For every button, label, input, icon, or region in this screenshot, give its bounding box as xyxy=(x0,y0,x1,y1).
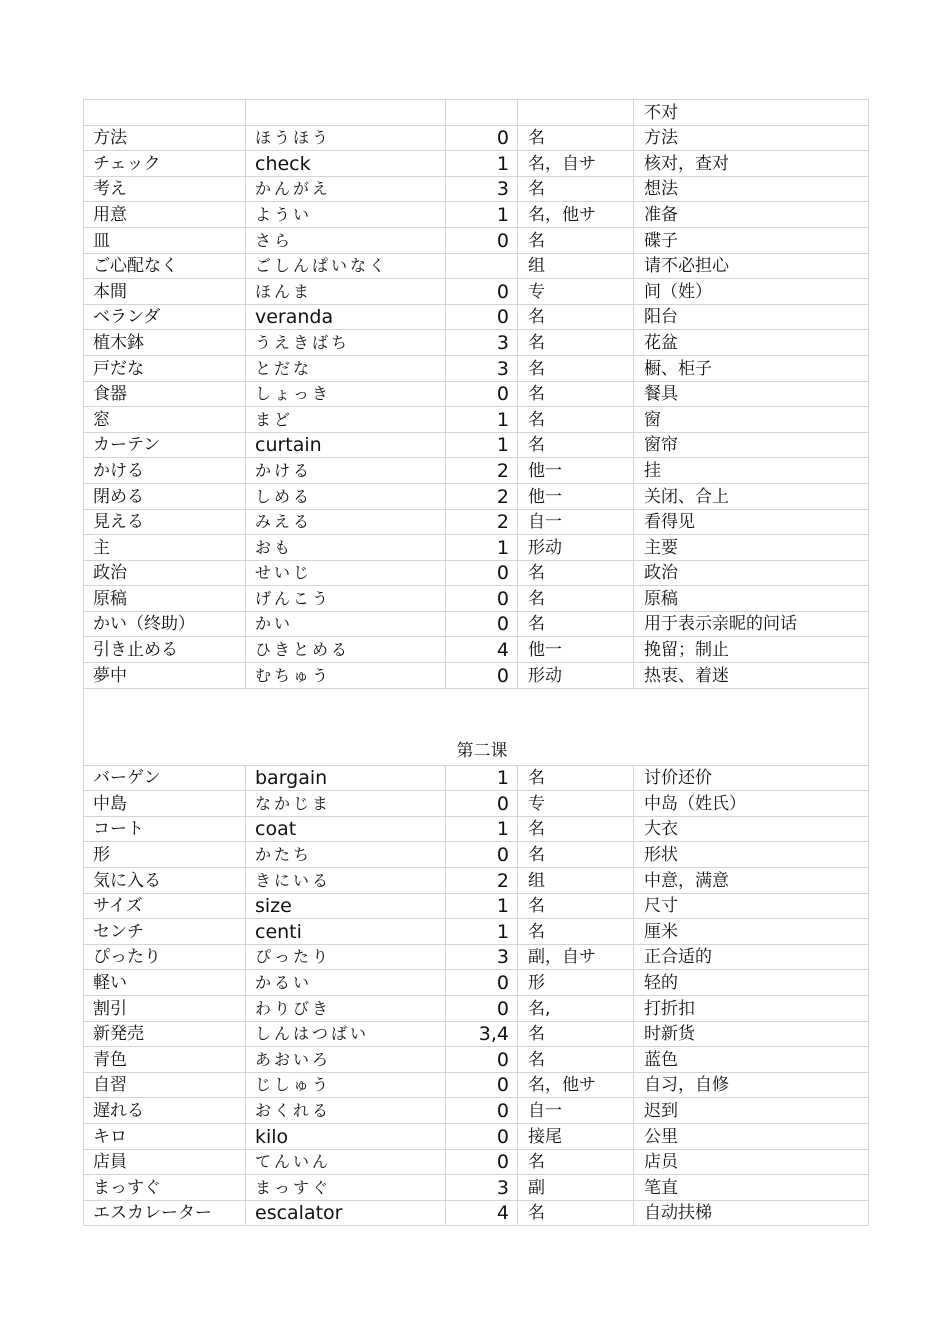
tone-cell: 0 xyxy=(446,1149,518,1175)
tone-cell: 0 xyxy=(446,791,518,817)
tone-cell: 0 xyxy=(446,586,518,612)
reading-cell: なかじま xyxy=(246,791,446,817)
tone-cell: 0 xyxy=(446,996,518,1022)
table-row xyxy=(84,355,869,381)
table-row xyxy=(84,765,869,791)
word-cell: 店員 xyxy=(84,1149,246,1175)
meaning-cell: 窗帘 xyxy=(634,432,869,458)
table-row xyxy=(84,919,869,945)
meaning-cell: 窗 xyxy=(634,407,869,433)
word-cell: 戸だな xyxy=(84,355,246,381)
meaning-cell: 店员 xyxy=(634,1149,869,1175)
tone-cell: 1 xyxy=(446,816,518,842)
table-row xyxy=(84,1123,869,1149)
reading-cell: とだな xyxy=(246,355,446,381)
meaning-cell: 讨价还价 xyxy=(634,765,869,791)
word-cell: 形 xyxy=(84,842,246,868)
pos-cell: 名 xyxy=(518,816,634,842)
word-cell: 食器 xyxy=(84,381,246,407)
word-cell: ご心配なく xyxy=(84,253,246,279)
pos-cell: 名 xyxy=(518,765,634,791)
pos-cell: 名 xyxy=(518,1200,634,1226)
tone-cell: 0 xyxy=(446,1047,518,1073)
tone-cell: 0 xyxy=(446,611,518,637)
table-row xyxy=(84,304,869,330)
word-cell: ベランダ xyxy=(84,304,246,330)
reading-cell: まっすぐ xyxy=(246,1175,446,1201)
tone-cell: 2 xyxy=(446,509,518,535)
pos-cell: 名 xyxy=(518,893,634,919)
pos-cell: 名，他サ xyxy=(518,1072,634,1098)
reading-cell: ようい xyxy=(246,202,446,228)
reading-cell: ごしんぱいなく xyxy=(246,253,446,279)
meaning-cell: 用于表示亲昵的问话 xyxy=(634,611,869,637)
pos-cell: 名 xyxy=(518,125,634,151)
tone-cell: 1 xyxy=(446,151,518,177)
reading-cell: kilo xyxy=(246,1123,446,1149)
tone-cell: 1 xyxy=(446,407,518,433)
reading-cell: size xyxy=(246,893,446,919)
word-cell: 軽い xyxy=(84,970,246,996)
tone-cell: 3 xyxy=(446,330,518,356)
lesson-heading-row xyxy=(84,688,869,765)
table-row xyxy=(84,816,869,842)
meaning-cell: 关闭、合上 xyxy=(634,483,869,509)
word-cell: 気に入る xyxy=(84,868,246,894)
table-row xyxy=(84,663,869,689)
reading-cell: しょっき xyxy=(246,381,446,407)
table-row xyxy=(84,1021,869,1047)
word-cell: 考え xyxy=(84,176,246,202)
reading-cell: わりびき xyxy=(246,996,446,1022)
reading-cell: ほうほう xyxy=(246,125,446,151)
word-cell: 中島 xyxy=(84,791,246,817)
word-cell: 新発売 xyxy=(84,1021,246,1047)
word-cell: かい（终助） xyxy=(84,611,246,637)
meaning-cell: 笔直 xyxy=(634,1175,869,1201)
pos-cell: 他一 xyxy=(518,458,634,484)
tone-cell: 3 xyxy=(446,944,518,970)
word-cell: 原稿 xyxy=(84,586,246,612)
tone-cell: 3 xyxy=(446,355,518,381)
pos-cell: 形 xyxy=(518,970,634,996)
table-row xyxy=(84,151,869,177)
word-cell: エスカレーター xyxy=(84,1200,246,1226)
reading-cell: おくれる xyxy=(246,1098,446,1124)
table-row xyxy=(84,176,869,202)
reading-cell: check xyxy=(246,151,446,177)
reading-cell: うえきばち xyxy=(246,330,446,356)
tone-cell: 1 xyxy=(446,202,518,228)
reading-cell: きにいる xyxy=(246,868,446,894)
table-row xyxy=(84,509,869,535)
reading-cell: じしゅう xyxy=(246,1072,446,1098)
reading-cell: みえる xyxy=(246,509,446,535)
reading-cell: ほんま xyxy=(246,279,446,305)
table-row xyxy=(84,586,869,612)
pos-cell xyxy=(518,100,634,126)
pos-cell: 组 xyxy=(518,253,634,279)
pos-cell: 形动 xyxy=(518,663,634,689)
table-row xyxy=(84,868,869,894)
table-row xyxy=(84,535,869,561)
tone-cell: 0 xyxy=(446,663,518,689)
table-row xyxy=(84,100,869,126)
word-cell: 見える xyxy=(84,509,246,535)
table-row xyxy=(84,279,869,305)
word-cell: 割引 xyxy=(84,996,246,1022)
pos-cell: 名 xyxy=(518,560,634,586)
pos-cell: 名 xyxy=(518,176,634,202)
table-row xyxy=(84,791,869,817)
tone-cell: 0 xyxy=(446,1098,518,1124)
reading-cell: かい xyxy=(246,611,446,637)
lesson-heading-cell xyxy=(84,688,869,765)
meaning-cell: 餐具 xyxy=(634,381,869,407)
word-cell: かける xyxy=(84,458,246,484)
reading-cell: げんこう xyxy=(246,586,446,612)
meaning-cell: 原稿 xyxy=(634,586,869,612)
reading-cell: centi xyxy=(246,919,446,945)
pos-cell: 接尾 xyxy=(518,1123,634,1149)
table-row xyxy=(84,1175,869,1201)
word-cell: 引き止める xyxy=(84,637,246,663)
tone-cell: 0 xyxy=(446,970,518,996)
reading-cell: bargain xyxy=(246,765,446,791)
word-cell: 本間 xyxy=(84,279,246,305)
meaning-cell: 正合适的 xyxy=(634,944,869,970)
word-cell: バーゲン xyxy=(84,765,246,791)
word-cell: 窓 xyxy=(84,407,246,433)
table-row xyxy=(84,842,869,868)
meaning-cell: 蓝色 xyxy=(634,1047,869,1073)
meaning-cell: 尺寸 xyxy=(634,893,869,919)
reading-cell xyxy=(246,100,446,126)
word-cell: 遅れる xyxy=(84,1098,246,1124)
word-cell: キロ xyxy=(84,1123,246,1149)
pos-cell: 名 xyxy=(518,227,634,253)
pos-cell: 自一 xyxy=(518,1098,634,1124)
word-cell: カーテン xyxy=(84,432,246,458)
tone-cell: 4 xyxy=(446,1200,518,1226)
reading-cell: かける xyxy=(246,458,446,484)
reading-cell: せいじ xyxy=(246,560,446,586)
tone-cell: 2 xyxy=(446,458,518,484)
reading-cell: curtain xyxy=(246,432,446,458)
tone-cell: 0 xyxy=(446,1123,518,1149)
meaning-cell: 轻的 xyxy=(634,970,869,996)
meaning-cell: 中意，满意 xyxy=(634,868,869,894)
pos-cell: 名，自サ xyxy=(518,151,634,177)
tone-cell xyxy=(446,100,518,126)
word-cell: 青色 xyxy=(84,1047,246,1073)
reading-cell: さら xyxy=(246,227,446,253)
meaning-cell: 看得见 xyxy=(634,509,869,535)
reading-cell: かんがえ xyxy=(246,176,446,202)
word-cell: 夢中 xyxy=(84,663,246,689)
table-row xyxy=(84,1149,869,1175)
reading-cell: おも xyxy=(246,535,446,561)
word-cell: 主 xyxy=(84,535,246,561)
pos-cell: 名 xyxy=(518,304,634,330)
word-cell: 植木鉢 xyxy=(84,330,246,356)
meaning-cell: 热衷、着迷 xyxy=(634,663,869,689)
reading-cell: かるい xyxy=(246,970,446,996)
pos-cell: 名 xyxy=(518,1021,634,1047)
word-cell: ぴったり xyxy=(84,944,246,970)
tone-cell: 1 xyxy=(446,893,518,919)
pos-cell: 组 xyxy=(518,868,634,894)
word-cell: まっすぐ xyxy=(84,1175,246,1201)
tone-cell: 1 xyxy=(446,919,518,945)
tone-cell: 0 xyxy=(446,227,518,253)
word-cell: 自習 xyxy=(84,1072,246,1098)
tone-cell: 2 xyxy=(446,868,518,894)
pos-cell: 名 xyxy=(518,355,634,381)
reading-cell: しんはつばい xyxy=(246,1021,446,1047)
meaning-cell: 自习，自修 xyxy=(634,1072,869,1098)
vocabulary-table xyxy=(83,99,869,1226)
word-cell: コート xyxy=(84,816,246,842)
pos-cell: 名 xyxy=(518,919,634,945)
meaning-cell: 碟子 xyxy=(634,227,869,253)
table-row xyxy=(84,611,869,637)
tone-cell: 4 xyxy=(446,637,518,663)
tone-cell: 1 xyxy=(446,765,518,791)
meaning-cell: 公里 xyxy=(634,1123,869,1149)
meaning-cell: 中岛（姓氏） xyxy=(634,791,869,817)
tone-cell xyxy=(446,253,518,279)
meaning-cell: 迟到 xyxy=(634,1098,869,1124)
pos-cell: 名 xyxy=(518,432,634,458)
meaning-cell: 政治 xyxy=(634,560,869,586)
vocabulary-sheet xyxy=(83,99,868,1226)
pos-cell: 他一 xyxy=(518,483,634,509)
table-row xyxy=(84,330,869,356)
tone-cell: 3 xyxy=(446,176,518,202)
tone-cell: 0 xyxy=(446,125,518,151)
word-cell: チェック xyxy=(84,151,246,177)
word-cell: サイズ xyxy=(84,893,246,919)
table-row xyxy=(84,970,869,996)
pos-cell: 名 xyxy=(518,586,634,612)
meaning-cell: 挂 xyxy=(634,458,869,484)
table-row xyxy=(84,227,869,253)
table-row xyxy=(84,458,869,484)
meaning-cell: 请不必担心 xyxy=(634,253,869,279)
tone-cell: 0 xyxy=(446,279,518,305)
tone-cell: 3 xyxy=(446,1175,518,1201)
table-row xyxy=(84,1098,869,1124)
meaning-cell: 厘米 xyxy=(634,919,869,945)
reading-cell: あおいろ xyxy=(246,1047,446,1073)
reading-cell: まど xyxy=(246,407,446,433)
reading-cell: escalator xyxy=(246,1200,446,1226)
table-row xyxy=(84,1072,869,1098)
pos-cell: 名 xyxy=(518,1149,634,1175)
meaning-cell: 花盆 xyxy=(634,330,869,356)
meaning-cell: 方法 xyxy=(634,125,869,151)
tone-cell: 0 xyxy=(446,842,518,868)
table-row xyxy=(84,432,869,458)
table-row xyxy=(84,1200,869,1226)
meaning-cell: 自动扶梯 xyxy=(634,1200,869,1226)
table-row xyxy=(84,560,869,586)
pos-cell: 副，自サ xyxy=(518,944,634,970)
meaning-cell: 橱、柜子 xyxy=(634,355,869,381)
vocabulary-table-body xyxy=(84,100,869,1226)
tone-cell: 0 xyxy=(446,381,518,407)
meaning-cell: 阳台 xyxy=(634,304,869,330)
table-row xyxy=(84,944,869,970)
word-cell xyxy=(84,100,246,126)
table-row xyxy=(84,381,869,407)
table-row xyxy=(84,202,869,228)
word-cell: 閉める xyxy=(84,483,246,509)
meaning-cell: 时新货 xyxy=(634,1021,869,1047)
reading-cell: かたち xyxy=(246,842,446,868)
meaning-cell: 准备 xyxy=(634,202,869,228)
reading-cell: しめる xyxy=(246,483,446,509)
reading-cell: てんいん xyxy=(246,1149,446,1175)
pos-cell: 名，他サ xyxy=(518,202,634,228)
pos-cell: 自一 xyxy=(518,509,634,535)
table-row xyxy=(84,893,869,919)
table-row xyxy=(84,407,869,433)
table-row xyxy=(84,253,869,279)
pos-cell: 名, xyxy=(518,996,634,1022)
meaning-cell: 核对，查对 xyxy=(634,151,869,177)
tone-cell: 0 xyxy=(446,1072,518,1098)
pos-cell: 他一 xyxy=(518,637,634,663)
table-row xyxy=(84,125,869,151)
pos-cell: 专 xyxy=(518,279,634,305)
pos-cell: 名 xyxy=(518,611,634,637)
meaning-cell: 大衣 xyxy=(634,816,869,842)
reading-cell: coat xyxy=(246,816,446,842)
meaning-cell: 想法 xyxy=(634,176,869,202)
meaning-cell: 不对 xyxy=(634,100,869,126)
tone-cell: 0 xyxy=(446,304,518,330)
word-cell: 方法 xyxy=(84,125,246,151)
pos-cell: 名 xyxy=(518,330,634,356)
meaning-cell: 形状 xyxy=(634,842,869,868)
word-cell: 用意 xyxy=(84,202,246,228)
meaning-cell: 挽留；制止 xyxy=(634,637,869,663)
pos-cell: 专 xyxy=(518,791,634,817)
meaning-cell: 打折扣 xyxy=(634,996,869,1022)
lesson-title: 第二课 xyxy=(456,740,508,761)
reading-cell: veranda xyxy=(246,304,446,330)
pos-cell: 名 xyxy=(518,407,634,433)
tone-cell: 1 xyxy=(446,535,518,561)
pos-cell: 副 xyxy=(518,1175,634,1201)
table-row xyxy=(84,637,869,663)
tone-cell: 1 xyxy=(446,432,518,458)
pos-cell: 名 xyxy=(518,842,634,868)
tone-cell: 2 xyxy=(446,483,518,509)
table-row xyxy=(84,996,869,1022)
reading-cell: ぴったり xyxy=(246,944,446,970)
word-cell: 政治 xyxy=(84,560,246,586)
pos-cell: 名 xyxy=(518,1047,634,1073)
tone-cell: 0 xyxy=(446,560,518,586)
word-cell: センチ xyxy=(84,919,246,945)
tone-cell: 3,4 xyxy=(446,1021,518,1047)
meaning-cell: 间（姓） xyxy=(634,279,869,305)
reading-cell: むちゅう xyxy=(246,663,446,689)
reading-cell: ひきとめる xyxy=(246,637,446,663)
pos-cell: 形动 xyxy=(518,535,634,561)
word-cell: 皿 xyxy=(84,227,246,253)
meaning-cell: 主要 xyxy=(634,535,869,561)
pos-cell: 名 xyxy=(518,381,634,407)
table-row xyxy=(84,483,869,509)
table-row xyxy=(84,1047,869,1073)
